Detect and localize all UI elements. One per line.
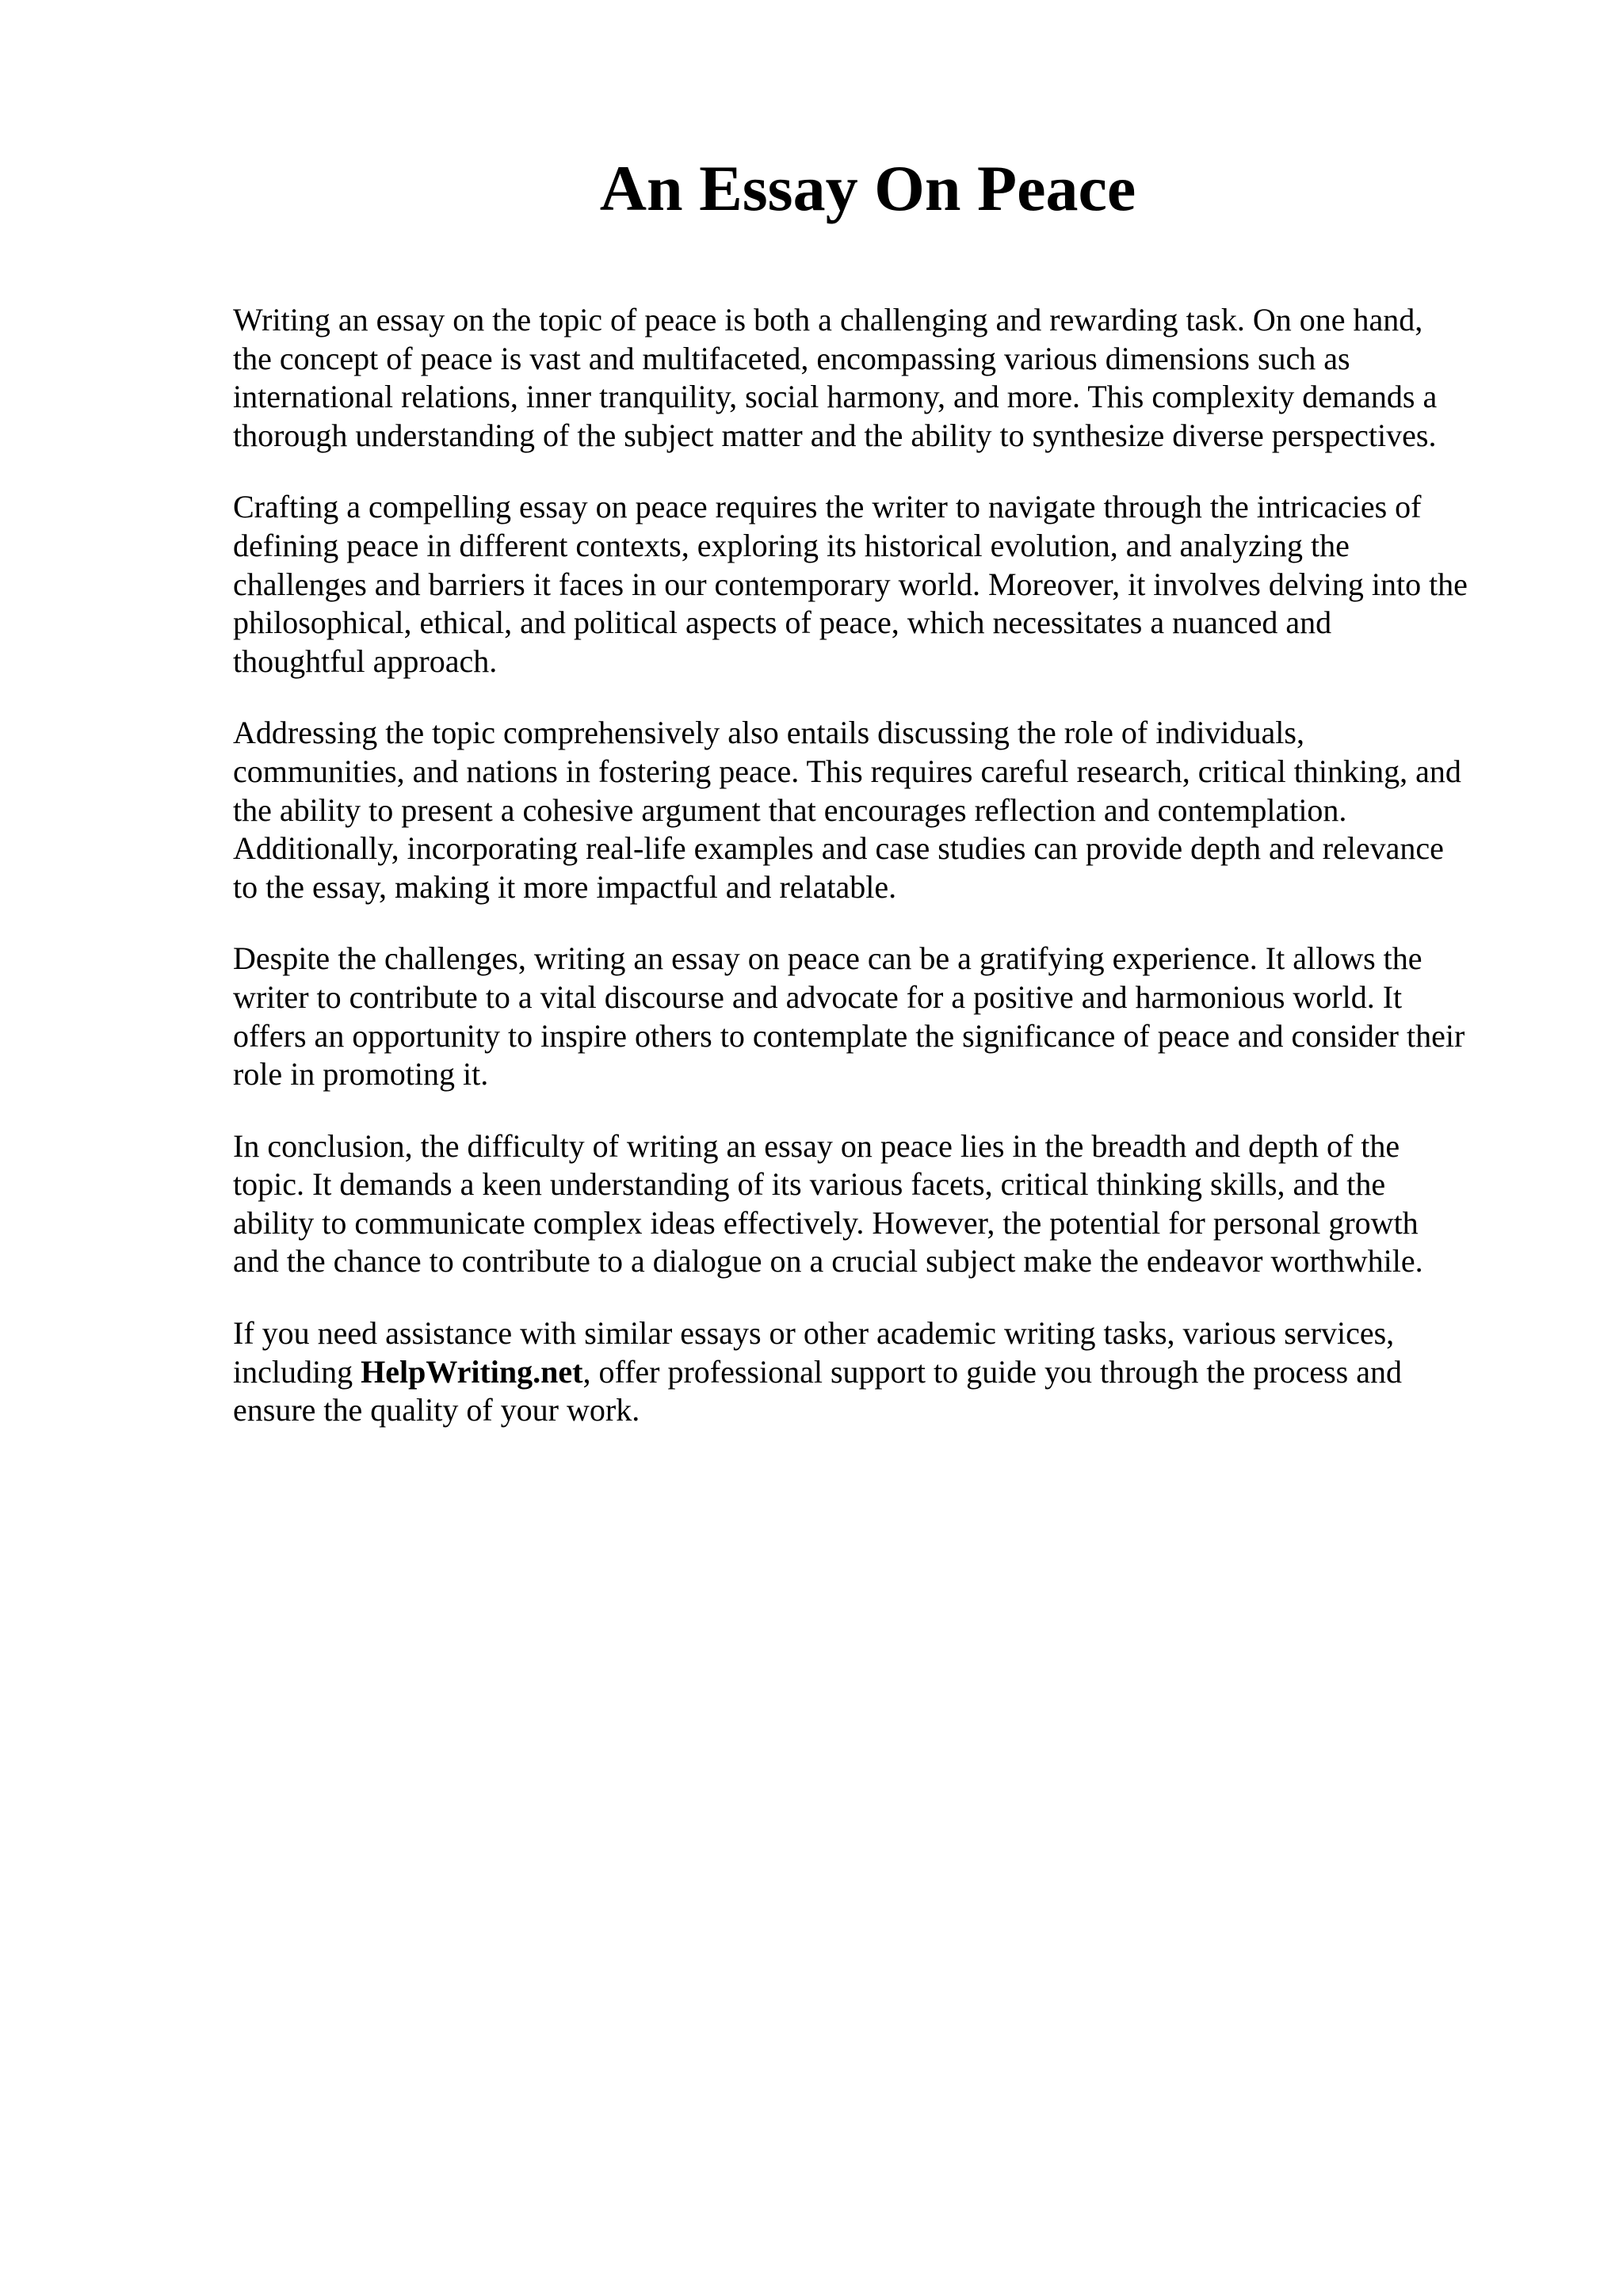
- paragraph-line: writer to contribute to a vital discourse and advocate for a positive and harmonious world. It: [233, 978, 1403, 1015]
- paragraph-line: international relations, inner tranquility, social harmony, and more. This complexity demands a: [233, 379, 1438, 415]
- essay-body: [233, 301, 1556, 1463]
- paragraph-3: [233, 714, 1556, 906]
- paragraph-line: and the chance to contribute to a dialogue on a crucial subject make the endeavor worthwhile.: [233, 1243, 1423, 1280]
- paragraph-line: Crafting a compelling essay on peace requires the writer to navigate through the intricacies of: [233, 489, 1422, 525]
- paragraph-line: ability to communicate complex ideas effectively. However, the potential for personal growth: [233, 1204, 1419, 1241]
- paragraph-line: offers an opportunity to inspire others to contemplate the significance of peace and consider their: [233, 1017, 1465, 1054]
- paragraph-4: [233, 940, 1556, 1093]
- paragraph-line: In conclusion, the difficulty of writing an essay on peace lies in the breadth and depth of the: [233, 1127, 1400, 1164]
- paragraph-line: Addressing the topic comprehensively also entails discussing the role of individuals,: [233, 715, 1304, 751]
- paragraph-line: thorough understanding of the subject matter and the ability to synthesize diverse perspectives.: [233, 417, 1437, 453]
- paragraph-line: communities, and nations in fostering peace. This requires careful research, critical thinking, and: [233, 753, 1461, 789]
- paragraph-1: [233, 301, 1556, 455]
- paragraph-line: thoughtful approach.: [233, 643, 498, 679]
- paragraph-line: ensure the quality of your work.: [233, 1392, 640, 1428]
- paragraph-5: [233, 1127, 1556, 1281]
- paragraph-line: philosophical, ethical, and political aspects of peace, which necessitates a nuanced and: [233, 605, 1332, 641]
- paragraph-line: role in promoting it.: [233, 1056, 489, 1093]
- paragraph-line: Despite the challenges, writing an essay on peace can be a gratifying experience. It allows the: [233, 940, 1423, 977]
- brand-name: HelpWriting.net: [361, 1353, 583, 1390]
- closing-suffix: , offer professional support to guide you through the process and: [582, 1353, 1402, 1390]
- paragraph-line: to the essay, making it more impactful and relatable.: [233, 868, 897, 905]
- closing-prefix: including: [233, 1353, 361, 1390]
- paragraph-line: [233, 1353, 1556, 1392]
- paragraph-line: challenges and barriers it faces in our contemporary world. Moreover, it involves delving into the: [233, 566, 1468, 602]
- paragraph-line: the ability to present a cohesive argument that encourages reflection and contemplation.: [233, 791, 1347, 828]
- paragraph-line: the concept of peace is vast and multifaceted, encompassing various dimensions such as: [233, 340, 1350, 376]
- paragraph-line: Additionally, incorporating real-life examples and case studies can provide depth and relevance: [233, 830, 1444, 867]
- paragraph-2: [233, 488, 1556, 681]
- page-title: An Essay On Peace: [599, 152, 1136, 224]
- paragraph-line: defining peace in different contexts, exploring its historical evolution, and analyzing the: [233, 527, 1350, 563]
- paragraph-line: If you need assistance with similar essays or other academic writing tasks, various services,: [233, 1315, 1395, 1352]
- paragraph-line: topic. It demands a keen understanding of its various facets, critical thinking skills, and the: [233, 1166, 1386, 1203]
- closing-paragraph: [233, 1314, 1556, 1430]
- paragraph-line: Writing an essay on the topic of peace is both a challenging and rewarding task. On one hand,: [233, 302, 1423, 338]
